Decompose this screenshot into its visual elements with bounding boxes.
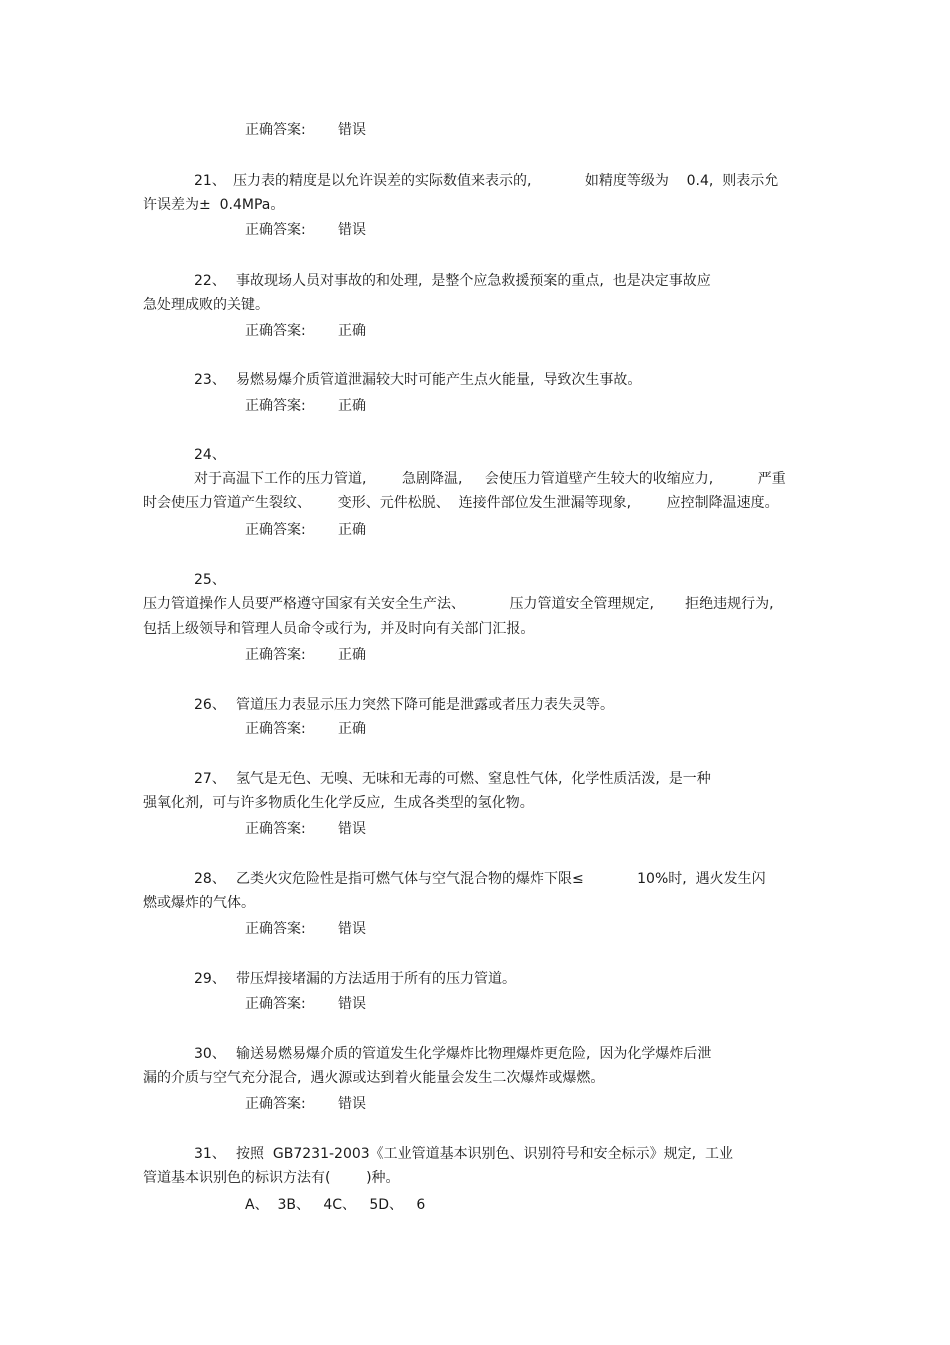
question-text-line: 带压焊接堵漏的方法适用于所有的压力管道。	[236, 971, 516, 987]
answer-label: 正确答案:	[245, 996, 306, 1012]
answer-value: 错误	[338, 921, 366, 937]
answer-label: 正确答案:	[245, 222, 306, 238]
question-number: 29、	[194, 971, 226, 987]
question-number: 31、	[194, 1146, 226, 1162]
question-text-line: 压力管道操作人员要严格遵守国家有关安全生产法、 压力管道安全管理规定, 拒绝违规行为,	[143, 596, 774, 612]
question-number: 28、	[194, 871, 226, 887]
answer-value: 错误	[338, 222, 366, 238]
answer-label: 正确答案:	[245, 1096, 306, 1112]
answer-value: 错误	[338, 1096, 366, 1112]
question-text-line: 压力表的精度是以允许误差的实际数值来表示的, 如精度等级为 0.4, 则表示允	[233, 173, 779, 189]
answer-value: 错误	[338, 996, 366, 1012]
question-number: 22、	[194, 273, 226, 289]
answer-label: 正确答案:	[245, 122, 306, 138]
answer-value: 正确	[338, 721, 366, 737]
answer-label: 正确答案:	[245, 721, 306, 737]
answer-label: 正确答案:	[245, 921, 306, 937]
question-number: 23、	[194, 372, 226, 388]
answer-label: 正确答案:	[245, 647, 306, 663]
question-number: 27、	[194, 771, 226, 787]
question-text-line: 事故现场人员对事故的和处理, 是整个应急救援预案的重点, 也是决定事故应	[236, 273, 711, 289]
question-text-line: 时会使压力管道产生裂纹、 变形、元件松脱、 连接件部位发生泄漏等现象, 应控制降温速度。	[143, 495, 779, 511]
answer-label: 正确答案:	[245, 821, 306, 837]
question-text-line: 乙类火灾危险性是指可燃气体与空气混合物的爆炸下限≤ 10%时, 遇火发生闪	[236, 871, 766, 887]
question-text-line: 急处理成败的关键。	[143, 297, 269, 313]
question-text-line: 氢气是无色、无嗅、无味和无毒的可燃、窒息性气体, 化学性质活泼, 是一种	[236, 771, 711, 787]
question-text-line: 许误差为± 0.4MPa。	[143, 197, 285, 213]
question-number: 30、	[194, 1046, 226, 1062]
question-text-line: 管道基本识别色的标识方法有( )种。	[143, 1170, 400, 1186]
question-number: 26、	[194, 697, 226, 713]
answer-value: 正确	[338, 522, 366, 538]
answer-value: 正确	[338, 323, 366, 339]
question-text-line: 管道压力表显示压力突然下降可能是泄露或者压力表失灵等。	[236, 697, 614, 713]
answer-value: 正确	[338, 647, 366, 663]
answer-label: 正确答案:	[245, 323, 306, 339]
answer-value: 错误	[338, 122, 366, 138]
question-text-line: 按照 GB7231-2003《工业管道基本识别色、识别符号和安全标示》规定, 工业	[236, 1146, 734, 1162]
question-number: 21、	[194, 173, 226, 189]
question-text-line: 易燃易爆介质管道泄漏较大时可能产生点火能量, 导致次生事故。	[236, 372, 642, 388]
answer-value: 错误	[338, 821, 366, 837]
answer-options: A、 3B、 4C、 5D、 6	[245, 1197, 426, 1213]
answer-value: 正确	[338, 398, 366, 414]
question-text-line: 包括上级领导和管理人员命令或行为, 并及时向有关部门汇报。	[143, 621, 535, 637]
question-text-line: 漏的介质与空气充分混合, 遇火源或达到着火能量会发生二次爆炸或爆燃。	[143, 1070, 605, 1086]
question-text-line: 输送易燃易爆介质的管道发生化学爆炸比物理爆炸更危险, 因为化学爆炸后泄	[236, 1046, 712, 1062]
question-number: 24、	[194, 447, 226, 463]
question-number: 25、	[194, 572, 226, 588]
answer-label: 正确答案:	[245, 398, 306, 414]
question-text-line: 强氧化剂, 可与许多物质化生化学反应, 生成各类型的氢化物。	[143, 795, 534, 811]
question-text-line: 燃或爆炸的气体。	[143, 895, 255, 911]
question-text-line: 对于高温下工作的压力管道, 急剧降温, 会使压力管道壁产生较大的收缩应力, 严重	[194, 471, 786, 487]
answer-label: 正确答案:	[245, 522, 306, 538]
